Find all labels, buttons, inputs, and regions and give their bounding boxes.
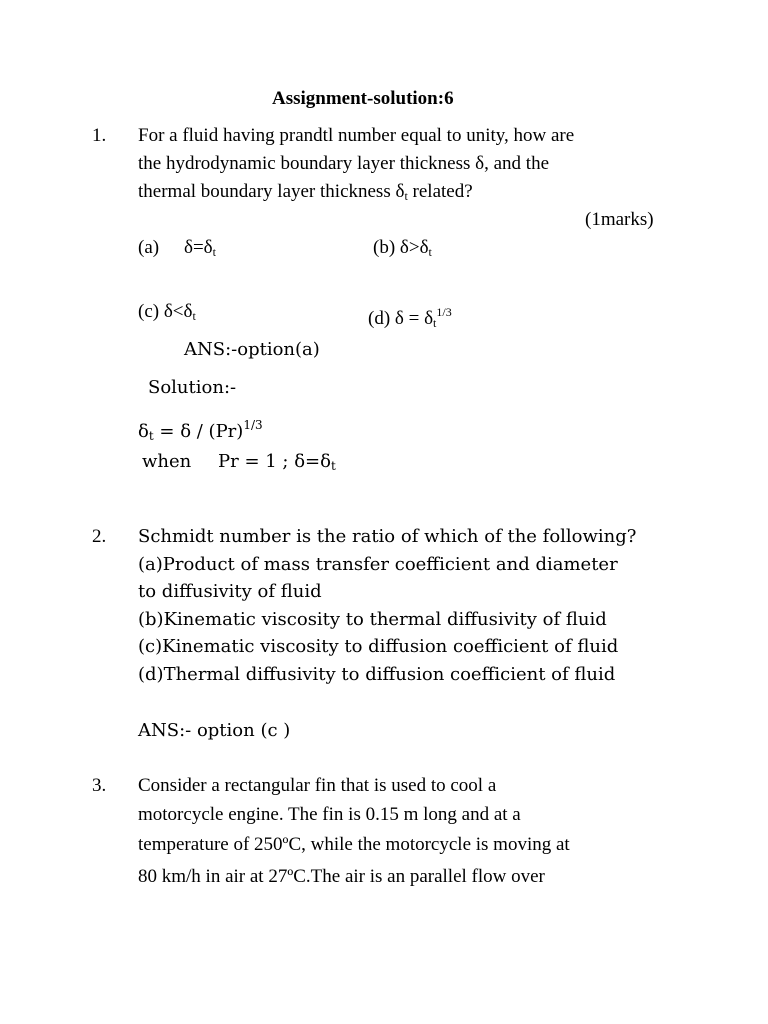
question-2-line-5: (c)Kinematic viscosity to diffusion coefficient of fluid [138,636,619,657]
question-2-answer: ANS:- option (c ) [138,720,291,741]
question-1-line-1: For a fluid having prandtl number equal to unity, how are [138,125,575,146]
page-title: Assignment-solution:6 [272,88,454,109]
option-c: (c) $\delta<\delta_t$ [138,301,196,323]
question-3-number: 3. [92,775,107,796]
solution-when: Pr = 1 ; $\delta=\delta_t$ [218,451,336,473]
question-2-line-3: to diffusivity of fluid [138,581,322,602]
solution-label: Solution:- [148,377,237,398]
question-2-line-4: (b)Kinematic viscosity to thermal diffusivity of fluid [138,609,607,630]
question-2-line-2: (a)Product of mass transfer coefficient and diameter [138,554,618,575]
option-a: $\delta=\delta_t$ [184,237,216,259]
question-3-line-4: 80 km/h in air at 27ºC.The air is an parallel flow over [138,866,545,887]
question-2-line-6: (d)Thermal diffusivity to diffusion coefficient of fluid [138,664,616,685]
solution-formula: $\delta_t = \delta / (Pr)^{1/3}$ [138,418,263,443]
option-d: (d) $\delta = \delta_t^{1/3}$ [368,305,452,330]
question-1-line-2: the hydrodynamic boundary layer thickness δ, and the [138,153,550,174]
question-1-marks: (1marks) [585,209,654,230]
question-2-line-1: Schmidt number is the ratio of which of the following? [138,526,637,547]
question-3-line-2: motorcycle engine. The fin is 0.15 m long and at a [138,804,521,825]
option-a-label: (a) [138,237,160,258]
question-3-line-3: temperature of 250ºC, while the motorcycle is moving at [138,834,570,855]
question-3-line-1: Consider a rectangular fin that is used to cool a [138,775,497,796]
solution-when-label: when [142,451,192,472]
question-1-number: 1. [92,125,107,146]
option-b: (b) $\delta>\delta_t$ [373,237,432,259]
question-1-line-3: thermal boundary layer thickness $\delta_t$ related? [138,181,473,203]
question-1-answer: ANS:-option(a) [184,339,320,360]
question-2-number: 2. [92,526,107,547]
